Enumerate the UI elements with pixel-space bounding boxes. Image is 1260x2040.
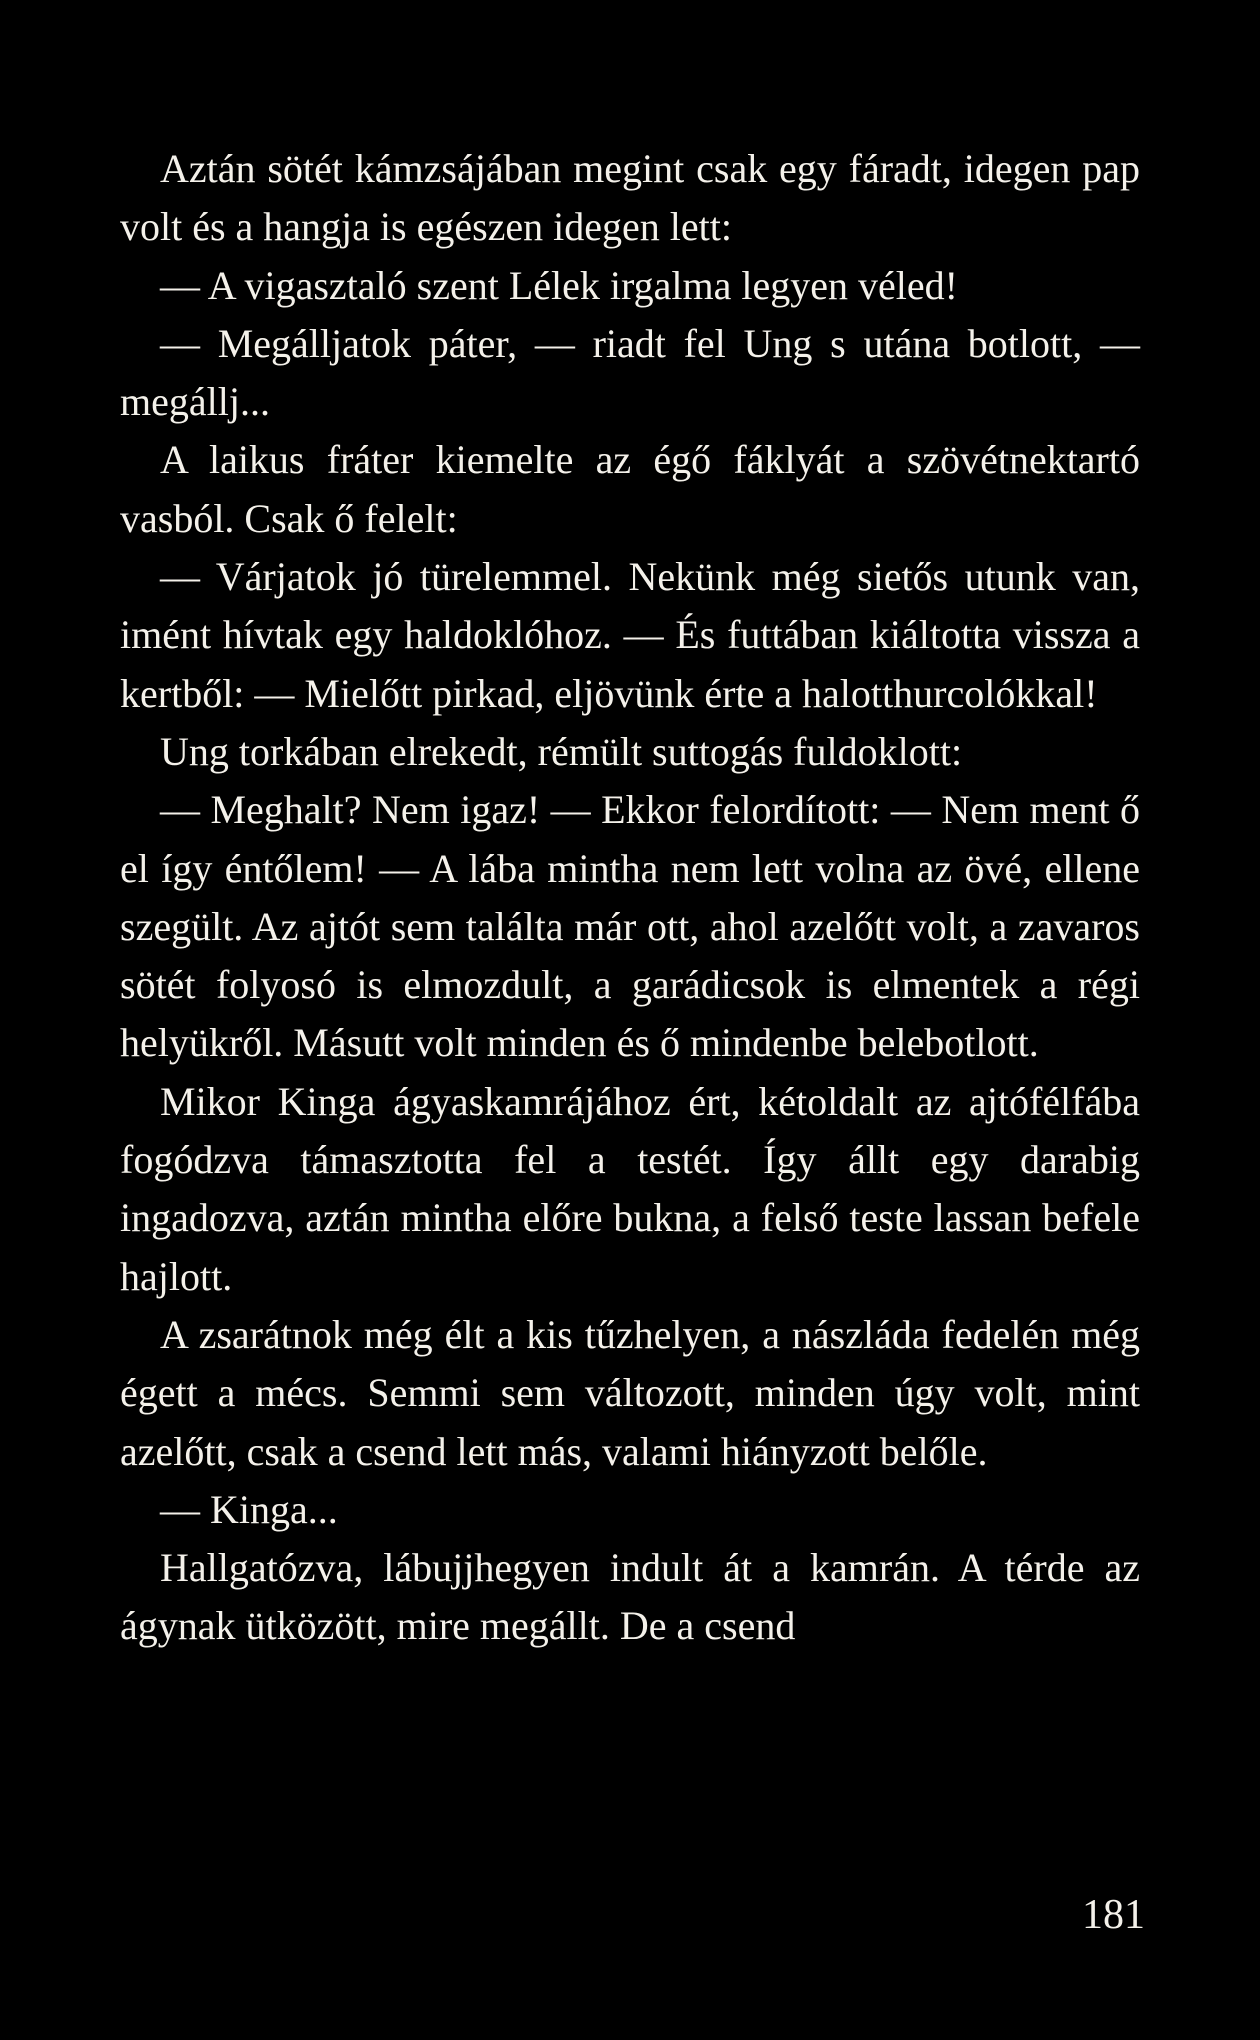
body-text (120, 140, 1140, 1656)
paragraph: — Meghalt? Nem igaz! — Ekkor felordított: — Nem ment ő el így éntőlem! — A lába mintha nem lett volna az övé, ellene szegült. Az ajtót sem találta már ott, ahol azelőtt volt, a zavaros sötét folyosó is elmozdult, a garádicsok is elmentek a régi helyükről. Másutt volt minden és ő mindenbe belebotlott. (120, 787, 1140, 1066)
paragraph: Hallgatózva, lábujjhegyen indult át a kamrán. A térde az ágynak ütközött, mire megállt. De a csend (120, 1545, 1140, 1649)
paragraph: — Megálljatok páter, — riadt fel Ung s utána botlott, — megállj... (120, 320, 1140, 425)
paragraph: Aztán sötét kámzsájában megint csak egy fáradt, idegen pap volt és a hangja is egészen idegen lett: (120, 146, 1140, 250)
paragraph: A zsarátnok még élt a kis tűzhelyen, a nászláda fedelén még égett a mécs. Semmi sem változott, minden úgy volt, mint azelőtt, csak a csend lett más, valami hiányzott belőle. (120, 1311, 1140, 1474)
paragraph: A laikus fráter kiemelte az égő fáklyát a szövétnektartó vasból. Csak ő felelt: (120, 437, 1140, 541)
paragraph: Mikor Kinga ágyaskamrájához ért, kétoldalt az ajtófélfába fogódzva támasztotta fel a testét. Így állt egy darabig ingadozva, aztán mintha előre bukna, a felső teste lassan befele hajlott. (120, 1078, 1140, 1299)
paragraph: Ung torkában elrekedt, rémült suttogás fuldoklott: (160, 728, 963, 774)
paragraph: — A vigasztaló szent Lélek irgalma legyen véled! (160, 262, 958, 308)
page-number: 181 (1082, 1892, 1145, 1938)
paragraph: — Kinga... (160, 1486, 338, 1532)
paragraph: — Várjatok jó türelemmel. Nekünk még sietős utunk van, imént hívtak egy haldoklóhoz. — És futtában kiáltotta vissza a kertből: — Mielőtt pirkad, eljövünk érte a halotthurcolókkal! (120, 554, 1140, 716)
